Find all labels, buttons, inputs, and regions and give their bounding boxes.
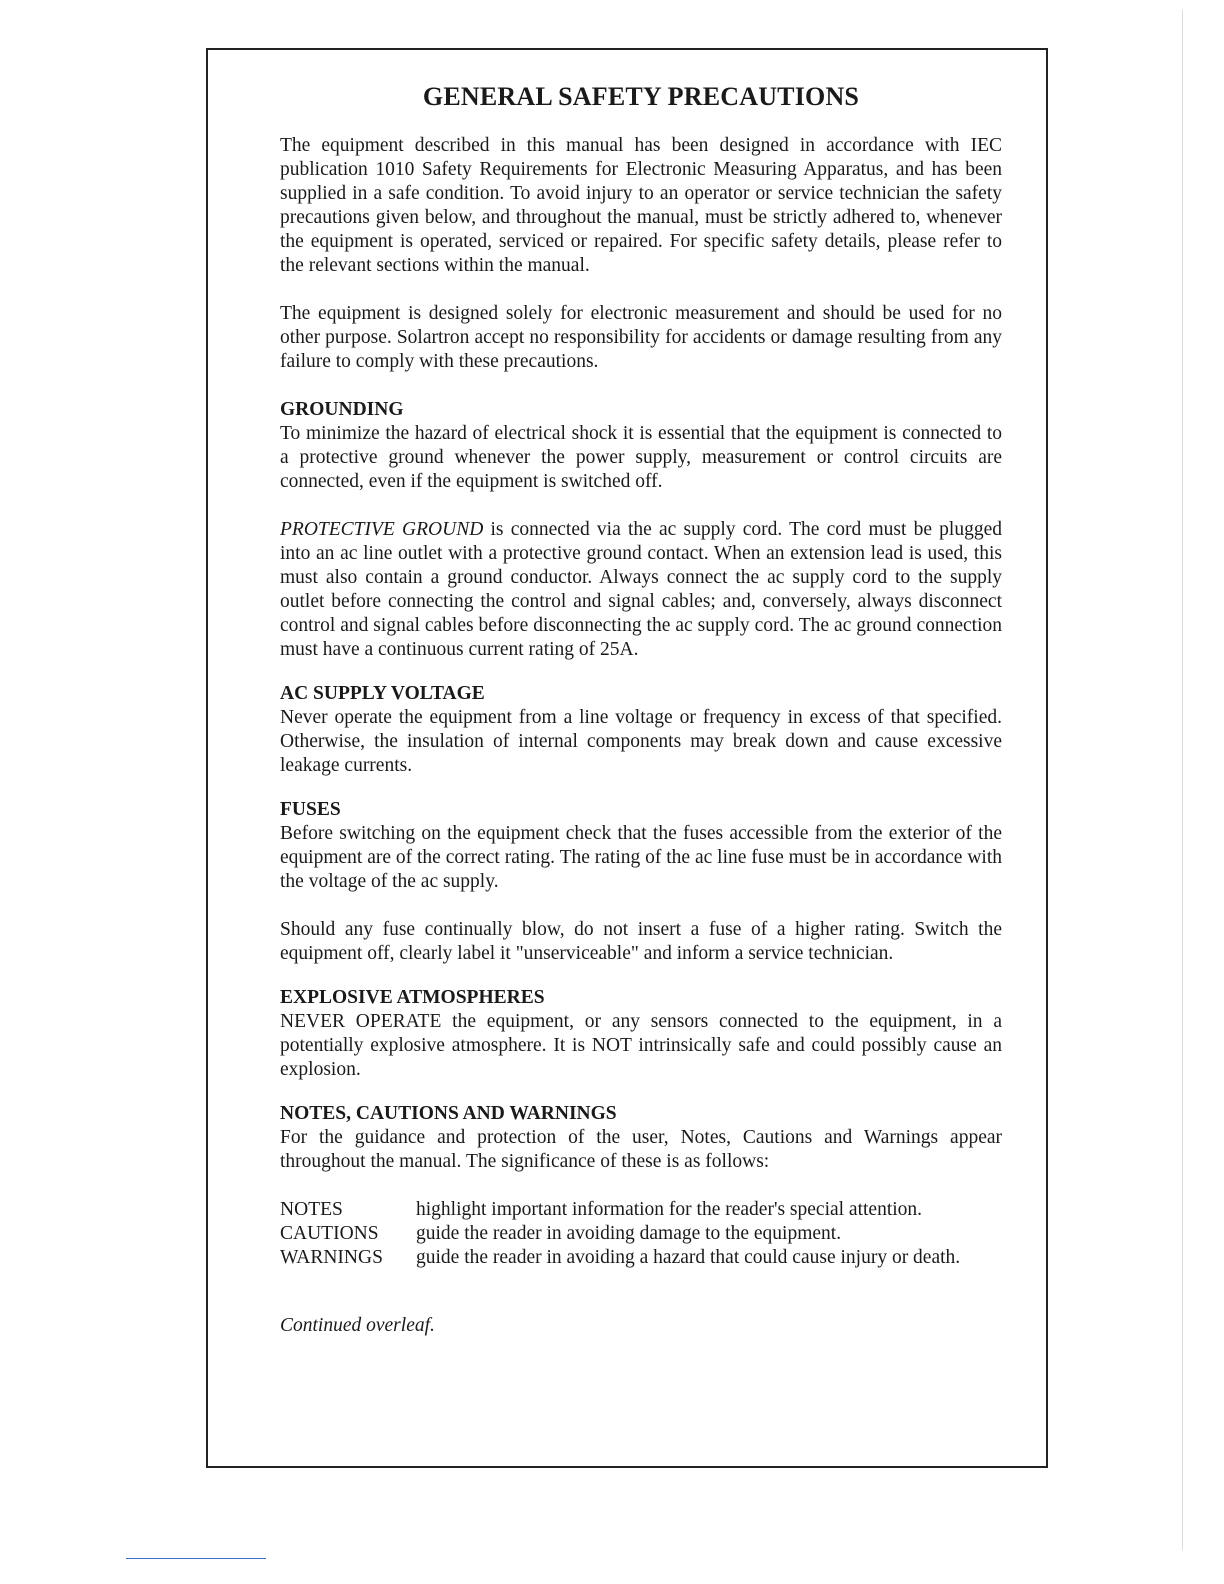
fuses-heading: FUSES <box>280 799 341 820</box>
definition-term: CAUTIONS <box>280 1223 379 1244</box>
explosive-section <box>280 986 1002 1082</box>
page-title: GENERAL SAFETY PRECAUTIONS <box>422 82 860 111</box>
definition-term: WARNINGS <box>280 1247 383 1268</box>
notes-heading: NOTES, CAUTIONS AND WARNINGS <box>280 1103 617 1124</box>
notes-paragraph: For the guidance and protection of the user, Notes, Cautions and Warnings appear throughout the manual. The significance of these is as follows: <box>280 1127 1002 1172</box>
intro-paragraph-1: The equipment described in this manual has been designed in accordance with IEC publication 1010 Safety Requirements for Electronic Measuring Apparatus, and has been supplied in a safe condition. To avoid injury to an operator or service technician the safety precautions given below, and throughout the manual, must be strictly adhered to, whenever the equipment is operated, serviced or repaired. For specific safety details, please refer to the relevant sections within the manual. <box>280 135 1002 276</box>
definition-row <box>280 1222 1002 1246</box>
definition-desc: guide the reader in avoiding a hazard that could cause injury or death. <box>416 1247 961 1268</box>
ac-supply-heading: AC SUPPLY VOLTAGE <box>280 683 485 704</box>
explosive-paragraph: NEVER OPERATE the equipment, or any sensors connected to the equipment, in a potentially explosive atmosphere. It is NOT intrinsically safe and could possibly cause an explosion. <box>280 1011 1002 1080</box>
continued-note: Continued overleaf. <box>280 1315 435 1336</box>
scan-edge-line <box>1182 10 1183 1550</box>
definitions-list <box>280 1198 1002 1270</box>
definition-term: NOTES <box>280 1199 343 1220</box>
bottom-rule <box>126 1558 266 1559</box>
fuses-paragraph-1: Before switching on the equipment check that the fuses accessible from the exterior of the equipment are of the correct rating. The rating of the ac line fuse must be in accordance with the voltage of the ac supply. <box>280 823 1002 892</box>
grounding-paragraph-1: To minimize the hazard of electrical shock it is essential that the equipment is connected to a protective ground whenever the power supply, measurement or control circuits are connected, even if the equipment is switched off. <box>280 423 1002 492</box>
grounding-heading: GROUNDING <box>280 399 404 420</box>
fuses-paragraph-2: Should any fuse continually blow, do not insert a fuse of a higher rating. Switch the equipment off, clearly label it "unserviceable" and inform a service technician. <box>280 919 1002 964</box>
definition-desc: guide the reader in avoiding damage to the equipment. <box>416 1223 842 1244</box>
ac-supply-paragraph: Never operate the equipment from a line voltage or frequency in excess of that specified. Otherwise, the insulation of internal components may break down and cause excessive leakage currents. <box>280 707 1002 776</box>
notes-section <box>280 1102 1002 1270</box>
explosive-heading: EXPLOSIVE ATMOSPHERES <box>280 987 545 1008</box>
fuses-section <box>280 798 1002 966</box>
grounding-paragraph-2-text: is connected via the ac supply cord. The cord must be plugged into an ac line outlet with a protective ground contact. When an extension lead is used, this must also contain a ground conductor. Always connect the ac supply cord to the supply outlet before connecting the control and signal cables; and, conversely, always disconnect control and signal cables before disconnecting the ac supply cord. The ac ground connection must have a continuous current rating of 25A. <box>280 519 1002 660</box>
document-body <box>280 80 1002 1338</box>
protective-ground-term: PROTECTIVE GROUND <box>280 519 484 540</box>
definition-desc: highlight important information for the reader's special attention. <box>416 1199 923 1220</box>
definition-row <box>280 1198 1002 1222</box>
grounding-section <box>280 398 1002 662</box>
definition-row <box>280 1246 1002 1270</box>
grounding-paragraph-2 <box>280 518 1002 662</box>
ac-supply-section <box>280 682 1002 778</box>
intro-paragraph-2: The equipment is designed solely for electronic measurement and should be used for no other purpose. Solartron accept no responsibility for accidents or damage resulting from any failure to comply with these precautions. <box>280 303 1002 372</box>
